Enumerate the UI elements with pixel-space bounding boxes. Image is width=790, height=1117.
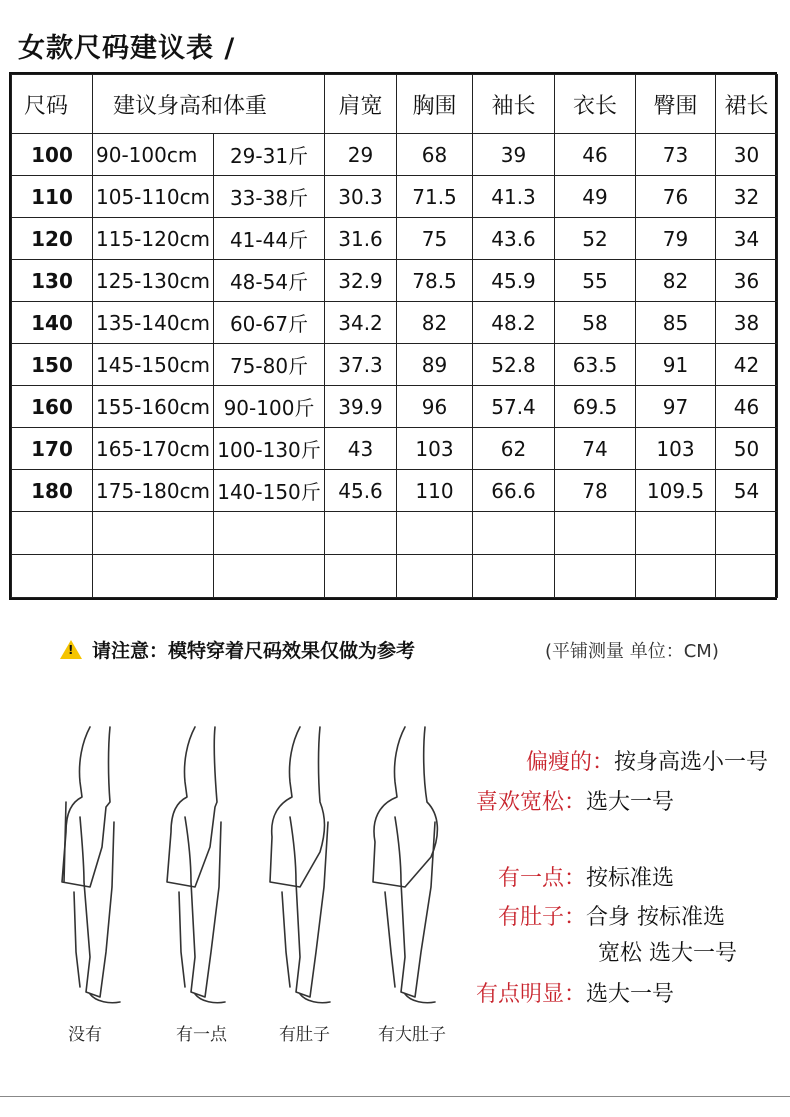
cell-empty [325, 512, 397, 555]
cell-size: 160 [12, 386, 93, 428]
advice-value: 宽松 选大一号 [598, 941, 737, 966]
cell-size: 170 [12, 428, 93, 470]
advice-loose [476, 785, 674, 816]
cell-empty [473, 512, 555, 555]
cell-height: 135-140cm [93, 302, 214, 344]
table-row [12, 134, 778, 176]
advice-little [498, 861, 674, 892]
cell-shoulder: 37.3 [325, 344, 397, 386]
cell-length: 69.5 [555, 386, 636, 428]
cell-empty [636, 555, 716, 598]
cell-size: 110 [12, 176, 93, 218]
cell-shoulder: 31.6 [325, 218, 397, 260]
table-row [12, 470, 778, 512]
cell-weight: 41-44斤 [214, 218, 325, 260]
notice [60, 636, 415, 663]
cell-skirt: 46 [716, 386, 778, 428]
header-length: 衣长 [555, 75, 636, 134]
cell-empty [214, 555, 325, 598]
header-skirt: 裙长 [716, 75, 778, 134]
cell-chest: 68 [397, 134, 473, 176]
cell-chest: 96 [397, 386, 473, 428]
cell-size: 130 [12, 260, 93, 302]
cell-shoulder: 34.2 [325, 302, 397, 344]
cell-size: 120 [12, 218, 93, 260]
cell-shoulder: 43 [325, 428, 397, 470]
advice-value: 选大一号 [586, 982, 675, 1007]
cell-size: 150 [12, 344, 93, 386]
size-table [9, 72, 777, 600]
cell-chest: 78.5 [397, 260, 473, 302]
cell-shoulder: 29 [325, 134, 397, 176]
advice-key: 有点明显： [476, 982, 587, 1007]
cell-shoulder: 30.3 [325, 176, 397, 218]
cell-length: 52 [555, 218, 636, 260]
advice-thin [526, 745, 768, 776]
cell-hip: 103 [636, 428, 716, 470]
cell-hip: 73 [636, 134, 716, 176]
cell-chest: 89 [397, 344, 473, 386]
cell-height: 145-150cm [93, 344, 214, 386]
cell-empty [397, 512, 473, 555]
cell-hip: 109.5 [636, 470, 716, 512]
table-row [12, 386, 778, 428]
size-table-grid [11, 74, 778, 598]
cell-chest: 75 [397, 218, 473, 260]
table-row-empty [12, 512, 778, 555]
cell-sleeve: 43.6 [473, 218, 555, 260]
cell-hip: 79 [636, 218, 716, 260]
figure-label-little: 有一点 [176, 1025, 227, 1045]
cell-sleeve: 39 [473, 134, 555, 176]
cell-skirt: 42 [716, 344, 778, 386]
advice-value: 选大一号 [586, 790, 675, 815]
cell-empty [716, 512, 778, 555]
cell-height: 125-130cm [93, 260, 214, 302]
cell-weight: 29-31斤 [214, 134, 325, 176]
figure-label-big-belly: 有大肚子 [378, 1025, 446, 1045]
advice-obvious [476, 977, 674, 1008]
cell-height: 155-160cm [93, 386, 214, 428]
cell-length: 74 [555, 428, 636, 470]
cell-empty [12, 512, 93, 555]
cell-height: 115-120cm [93, 218, 214, 260]
header-shoulder: 肩宽 [325, 75, 397, 134]
header-size: 尺码 [12, 75, 93, 134]
advice-belly [498, 900, 725, 931]
cell-length: 55 [555, 260, 636, 302]
table-row [12, 218, 778, 260]
cell-shoulder: 32.9 [325, 260, 397, 302]
cell-skirt: 30 [716, 134, 778, 176]
cell-skirt: 32 [716, 176, 778, 218]
table-row [12, 176, 778, 218]
cell-empty [93, 555, 214, 598]
cell-weight: 100-130斤 [214, 428, 325, 470]
cell-hip: 82 [636, 260, 716, 302]
advice-key: 偏瘦的： [525, 750, 614, 775]
advice-key: 有一点： [498, 866, 587, 891]
cell-size: 180 [12, 470, 93, 512]
cell-shoulder: 45.6 [325, 470, 397, 512]
cell-weight: 90-100斤 [214, 386, 325, 428]
notice-text: 请注意：模特穿着尺码效果仅做为参考 [92, 640, 416, 662]
figure-none [62, 727, 120, 1003]
cell-skirt: 50 [716, 428, 778, 470]
cell-length: 58 [555, 302, 636, 344]
figure-big-belly [373, 727, 437, 1003]
advice-key: 有肚子： [498, 905, 587, 930]
cell-empty [214, 512, 325, 555]
cell-skirt: 54 [716, 470, 778, 512]
cell-weight: 140-150斤 [214, 470, 325, 512]
cell-chest: 71.5 [397, 176, 473, 218]
advice-value: 合身 按标准选 [586, 905, 726, 930]
cell-skirt: 36 [716, 260, 778, 302]
header-height-weight: 建议身高和体重 [93, 75, 325, 134]
cell-hip: 91 [636, 344, 716, 386]
cell-skirt: 38 [716, 302, 778, 344]
table-row [12, 260, 778, 302]
cell-height: 175-180cm [93, 470, 214, 512]
cell-height: 165-170cm [93, 428, 214, 470]
table-row [12, 302, 778, 344]
cell-chest: 82 [397, 302, 473, 344]
advice-value: 按标准选 [586, 866, 675, 891]
cell-empty [555, 512, 636, 555]
body-type-figures [50, 722, 470, 1045]
table-row [12, 344, 778, 386]
warning-triangle-icon: ! [60, 640, 82, 659]
cell-sleeve: 41.3 [473, 176, 555, 218]
cell-chest: 103 [397, 428, 473, 470]
page-title: 女款尺码建议表 / [18, 33, 236, 64]
cell-weight: 33-38斤 [214, 176, 325, 218]
table-row-empty [12, 555, 778, 598]
cell-empty [12, 555, 93, 598]
cell-empty [397, 555, 473, 598]
cell-empty [555, 555, 636, 598]
bottom-divider [0, 1096, 790, 1097]
cell-empty [716, 555, 778, 598]
cell-height: 105-110cm [93, 176, 214, 218]
table-header-row [12, 75, 778, 134]
cell-weight: 75-80斤 [214, 344, 325, 386]
cell-sleeve: 62 [473, 428, 555, 470]
cell-hip: 97 [636, 386, 716, 428]
cell-size: 140 [12, 302, 93, 344]
cell-length: 46 [555, 134, 636, 176]
cell-height: 90-100cm [93, 134, 214, 176]
table-row [12, 428, 778, 470]
header-chest: 胸围 [397, 75, 473, 134]
figure-little [167, 727, 225, 1003]
header-hip: 臀围 [636, 75, 716, 134]
cell-hip: 76 [636, 176, 716, 218]
cell-sleeve: 66.6 [473, 470, 555, 512]
cell-length: 63.5 [555, 344, 636, 386]
advice-belly-loose [598, 936, 737, 967]
figure-label-none: 没有 [68, 1025, 102, 1045]
cell-sleeve: 52.8 [473, 344, 555, 386]
cell-chest: 110 [397, 470, 473, 512]
cell-length: 78 [555, 470, 636, 512]
cell-empty [473, 555, 555, 598]
unit-note: (平铺测量 单位：CM) [545, 641, 719, 662]
cell-hip: 85 [636, 302, 716, 344]
cell-empty [93, 512, 214, 555]
cell-shoulder: 39.9 [325, 386, 397, 428]
cell-sleeve: 57.4 [473, 386, 555, 428]
figure-belly [270, 727, 330, 1003]
cell-skirt: 34 [716, 218, 778, 260]
cell-weight: 48-54斤 [214, 260, 325, 302]
body-figures-svg [50, 722, 470, 1022]
cell-sleeve: 45.9 [473, 260, 555, 302]
figure-label-belly: 有肚子 [279, 1025, 330, 1045]
cell-empty [325, 555, 397, 598]
cell-sleeve: 48.2 [473, 302, 555, 344]
cell-size: 100 [12, 134, 93, 176]
cell-empty [636, 512, 716, 555]
advice-key: 喜欢宽松： [476, 790, 587, 815]
cell-weight: 60-67斤 [214, 302, 325, 344]
advice-value: 按身高选小一号 [613, 750, 768, 775]
cell-length: 49 [555, 176, 636, 218]
header-sleeve: 袖长 [473, 75, 555, 134]
